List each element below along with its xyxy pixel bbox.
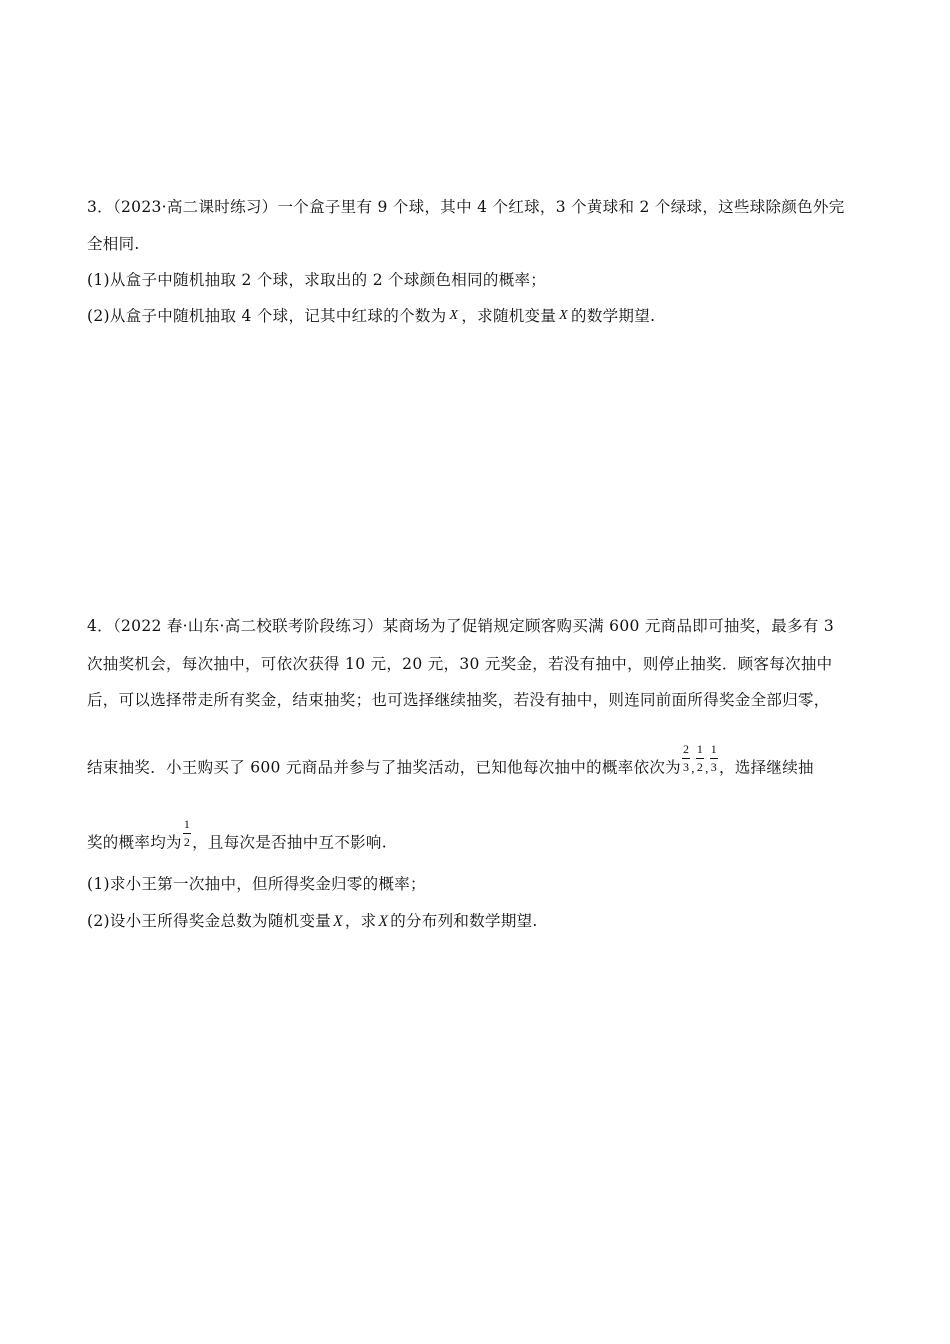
q4-part-2	[87, 911, 538, 932]
fraction-separator: ,	[705, 760, 709, 776]
fraction-one-third	[710, 742, 718, 775]
q4-line-5-text-a: 奖的概率均为	[87, 833, 182, 852]
q3-part-2	[87, 306, 655, 328]
q4-stem-line-4	[87, 742, 814, 785]
fraction-bar	[710, 758, 718, 759]
q4-variable-x: X	[333, 913, 343, 930]
fraction-denominator: 2	[183, 835, 191, 849]
fraction-two-thirds	[682, 742, 690, 775]
fraction-separator: ,	[691, 760, 695, 776]
q3-variable-x: X	[449, 308, 459, 323]
q4-line-4-text-b: ，选择继续抽	[719, 758, 814, 777]
q3-variable-x-2: X	[559, 308, 569, 323]
fraction-one-half	[696, 742, 704, 775]
q4-stem-line-1: 4．（2022 春·山东·高二校联考阶段练习）某商场为了促销规定顾客购买满 600 元商品即可抽奖，最多有 3	[87, 617, 835, 635]
q4-line-4-text-a: 结束抽奖．小王购买了 600 元商品并参与了抽奖活动，已知他每次抽中的概率依次为	[87, 758, 681, 777]
fraction-denominator: 2	[696, 760, 704, 774]
q4-variable-x-2: X	[378, 913, 389, 930]
q4-part-1: (1)求小王第一次抽中，但所得奖金归零的概率；	[87, 875, 426, 893]
q4-part-2-text-b: ，求	[344, 912, 377, 930]
q3-part-2-text-a: (2)从盒子中随机抽取 4 个球，记其中红球的个数为	[87, 307, 447, 325]
q4-part-2-text-c: 的分布列和数学期望.	[390, 912, 538, 930]
fraction-bar	[183, 833, 191, 834]
fraction-numerator: 2	[682, 742, 690, 756]
q4-stem-line-3: 后，可以选择带走所有奖金，结束抽奖；也可选择继续抽奖，若没有抽中，则连同前面所得奖金全部归零，	[87, 691, 830, 709]
fraction-numerator: 1	[710, 742, 718, 756]
fraction-one-half-2	[183, 817, 191, 850]
q4-part-2-text-a: (2)设小王所得奖金总数为随机变量	[87, 912, 332, 930]
fraction-bar	[696, 758, 704, 759]
q3-stem-line-1: 3．（2023·高二课时练习）一个盒子里有 9 个球，其中 4 个红球，3 个黄球和 2 个绿球，这些球除颜色外完	[87, 198, 845, 216]
fraction-numerator: 1	[696, 742, 704, 756]
fraction-denominator: 3	[682, 760, 690, 774]
q3-part-2-text-c: 的数学期望.	[571, 307, 656, 325]
q3-stem-line-2: 全相同.	[87, 235, 140, 253]
fraction-denominator: 3	[710, 760, 718, 774]
q3-part-1: (1)从盒子中随机抽取 2 个球，求取出的 2 个球颜色相同的概率；	[87, 271, 547, 289]
q4-stem-line-2: 次抽奖机会，每次抽中，可依次获得 10 元，20 元，30 元奖金，若没有抽中，则停止抽奖．顾客每次抽中	[87, 655, 833, 673]
q4-stem-line-5	[87, 817, 387, 860]
fraction-bar	[682, 758, 690, 759]
fraction-numerator: 1	[183, 817, 191, 831]
q4-line-5-text-b: ，且每次是否抽中互不影响.	[192, 833, 387, 852]
q3-part-2-text-b: ，求随机变量	[461, 307, 557, 325]
